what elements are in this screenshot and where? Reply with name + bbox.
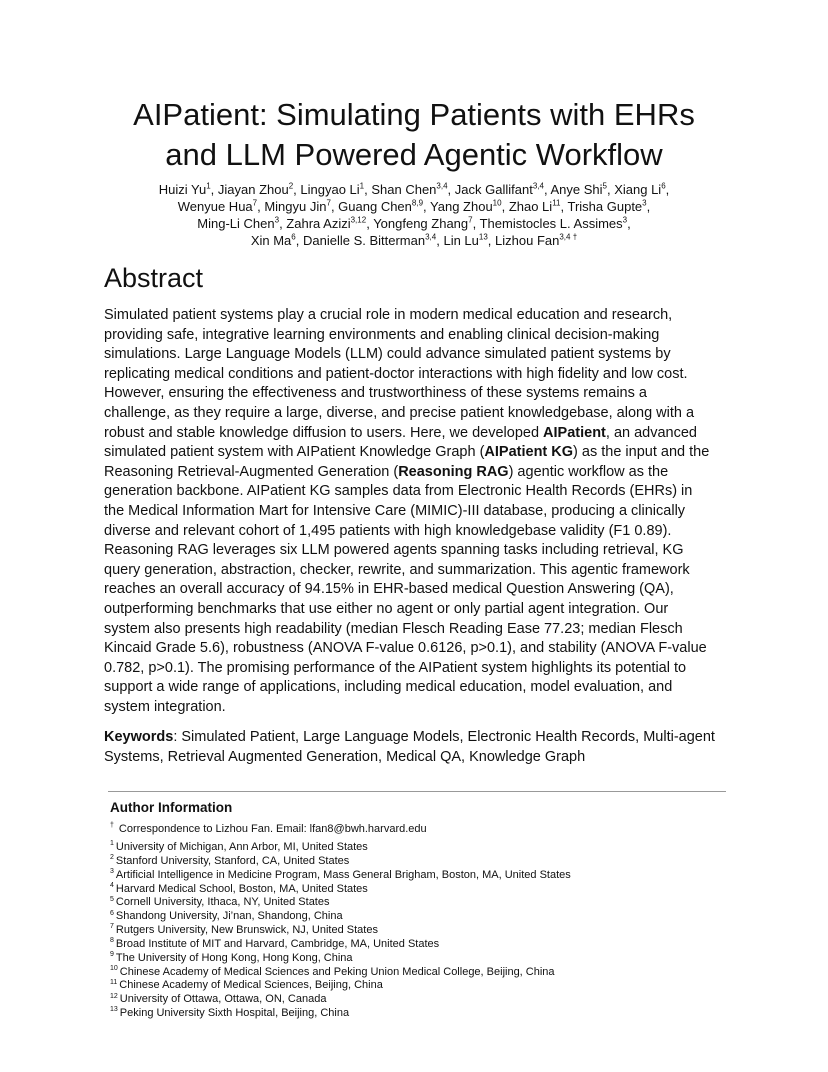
abstract-text: simulations. Large Language Models (LLM) could advance simulated patient systems by xyxy=(104,346,671,363)
abstract-text: ) as the input and the xyxy=(573,444,710,461)
author-name: Wenyue Hua xyxy=(177,199,253,214)
author-name: Mingyu Jin xyxy=(264,199,327,214)
keywords-section xyxy=(104,728,744,767)
affiliation-item xyxy=(110,841,571,855)
author-affiliation-superscript: 3,12 xyxy=(350,215,367,225)
abstract-bold-term: Reasoning RAG xyxy=(398,463,509,480)
affiliation-text: Rutgers University, New Brunswick, NJ, United States xyxy=(115,924,378,937)
abstract-bold-term: AIPatient KG xyxy=(484,444,574,461)
abstract-line xyxy=(104,620,734,640)
author-affiliation-superscript: 3,4 xyxy=(436,181,448,191)
author-name: Huizi Yu xyxy=(158,182,207,197)
abstract-line xyxy=(104,482,734,502)
abstract-line xyxy=(104,326,734,346)
abstract-text: system integration. xyxy=(104,698,226,715)
abstract-heading: Abstract xyxy=(104,263,204,293)
affiliation-number: 5 xyxy=(110,895,114,903)
author-affiliation-superscript: 3,4 † xyxy=(559,232,578,242)
affiliation-text: Cornell University, Ithaca, NY, United States xyxy=(115,896,330,909)
author-affiliation-superscript: 7 xyxy=(252,198,258,208)
abstract-text: providing safe, integrative learning environments and enabling clinical decision-making xyxy=(104,326,660,343)
affiliation-text: Peking University Sixth Hospital, Beijing, China xyxy=(119,1007,350,1020)
author-name: Anye Shi xyxy=(550,182,603,197)
correspondence-note xyxy=(110,822,427,836)
abstract-text: ) agentic workflow as the xyxy=(508,463,669,480)
affiliation-item xyxy=(110,979,571,993)
affiliation-number: 4 xyxy=(110,881,114,889)
abstract-text: Simulated patient systems play a crucial role in modern medical education and research, xyxy=(104,307,673,323)
abstract-line xyxy=(104,698,734,718)
abstract-text: reaches an overall accuracy of 94.15% in EHR-based medical Question Answering (QA), xyxy=(104,581,674,598)
affiliation-item xyxy=(110,993,571,1007)
affiliation-item xyxy=(110,896,571,910)
abstract-line xyxy=(104,404,734,424)
affiliation-number: 3 xyxy=(110,868,114,876)
abstract-body xyxy=(104,306,734,717)
affiliation-item xyxy=(110,952,571,966)
abstract-text: system also presents high readability (median Flesch Reading Ease 77.23; median Flesch xyxy=(104,620,683,637)
author-affiliation-superscript: 1 xyxy=(206,181,211,191)
author-line: Huizi Yu$^1$, Jiayan Zhou$^2$, Lingyao Li$^1$, Shan Chen$^{3,4}$, Jack Gallifant$^{3,4}$, Anye Shi$^5$, Xiang Li$^6$, xyxy=(158,181,670,197)
author-affiliation-superscript: 3,4 xyxy=(532,181,544,191)
abstract-line xyxy=(104,522,734,542)
abstract-text: outperforming benchmarks that use either no agent or only partial agent integration. Our xyxy=(104,600,669,617)
author-name: Yang Zhou xyxy=(430,199,493,214)
author-affiliation-superscript: 1 xyxy=(359,181,365,191)
author-affiliation-superscript: 3 xyxy=(622,215,628,225)
author-affiliation-superscript: 13 xyxy=(478,232,488,242)
affiliation-number: 2 xyxy=(110,854,114,862)
author-name: Lingyao Li xyxy=(300,182,360,197)
keywords-text: : Simulated Patient, Large Language Models, Electronic Health Records, Multi-agent xyxy=(173,729,715,745)
author-information-heading: Author Information xyxy=(110,800,233,815)
abstract-text: query generation, abstraction, checker, rewrite, and summarization. This agentic framework xyxy=(104,561,690,578)
abstract-bold-term: AIPatient xyxy=(543,424,606,441)
affiliation-text: University of Ottawa, Ottawa, ON, Canada xyxy=(119,993,327,1006)
abstract-line xyxy=(104,463,734,483)
author-list xyxy=(70,181,758,249)
abstract-text: , an advanced xyxy=(605,424,697,441)
abstract-text: robust and stable knowledge diffusion to users. Here, we developed xyxy=(104,424,544,441)
author-name: Trisha Gupte xyxy=(567,199,643,214)
affiliation-text: Harvard Medical School, Boston, MA, United States xyxy=(115,882,368,895)
affiliation-item xyxy=(110,910,571,924)
affiliation-text: Shandong University, Ji’nan, Shandong, China xyxy=(115,910,343,923)
affiliation-text: The University of Hong Kong, Hong Kong, China xyxy=(115,951,353,964)
author-name: Lizhou Fan xyxy=(495,233,560,248)
abstract-line xyxy=(104,384,734,404)
affiliation-item xyxy=(110,869,571,883)
abstract-line xyxy=(104,639,734,659)
author-affiliation-superscript: 3 xyxy=(642,198,647,208)
affiliation-list xyxy=(110,841,571,1021)
author-affiliation-superscript: 3,4 xyxy=(425,232,437,242)
abstract-line xyxy=(104,502,734,522)
abstract-text: the Medical Information Mart for Intensive Care (MIMIC)-III database, producing a clinically xyxy=(104,502,686,519)
abstract-line xyxy=(104,424,734,444)
author-name: Lin Lu xyxy=(443,233,479,248)
affiliation-item xyxy=(110,1007,571,1021)
abstract-text: 0.782, p>0.1). The promising performance of the AIPatient system highlights its potential to xyxy=(104,659,687,676)
author-name: Themistocles L. Assimes xyxy=(479,216,623,231)
author-affiliation-superscript: 8,9 xyxy=(411,198,424,208)
author-name: Ming-Li Chen xyxy=(197,216,275,231)
paper-title-line-2: and LLM Powered Agentic Workflow xyxy=(165,137,663,172)
keywords-line-2: Systems, Retrieval Augmented Generation, Medical QA, Knowledge Graph xyxy=(104,748,586,765)
author-line: Wenyue Hua$^7$, Mingyu Jin$^7$, Guang Chen$^{8,9}$, Yang Zhou$^{10}$, Zhao Li$^{11}$, Trisha Gupte$^3$, xyxy=(177,198,651,214)
abstract-line xyxy=(104,600,734,620)
paper-title xyxy=(60,95,768,175)
abstract-line xyxy=(104,580,734,600)
author-name: Guang Chen xyxy=(338,199,412,214)
author-name: Yongfeng Zhang xyxy=(373,216,469,231)
affiliation-text: University of Michigan, Ann Arbor, MI, United States xyxy=(115,841,368,853)
author-affiliation-superscript: 7 xyxy=(326,198,331,208)
abstract-text: challenge, as they require a large, diverse, and precise patient knowledgebase, along with a xyxy=(104,404,695,421)
affiliation-number: 1 xyxy=(110,840,114,848)
affiliation-text: Stanford University, Stanford, CA, United States xyxy=(115,854,350,867)
affiliation-number: 8 xyxy=(110,937,114,945)
author-affiliation-superscript: 6 xyxy=(291,232,296,242)
author-affiliation-superscript: 11 xyxy=(552,198,561,208)
correspondence-text: Correspondence to Lizhou Fan. Email: lfan8@bwh.harvard.edu xyxy=(118,823,427,835)
author-affiliation-superscript: 6 xyxy=(661,181,666,191)
author-line: Xin Ma$^6$, Danielle S. Bitterman$^{3,4}$, Lin Lu$^{13}$, Lizhou Fan$^{3,4 \dagger}$ xyxy=(250,232,578,248)
affiliation-number: 7 xyxy=(110,923,114,931)
affiliation-number: 11 xyxy=(110,978,118,986)
section-divider xyxy=(108,791,726,792)
affiliation-number: 12 xyxy=(110,992,118,1000)
author-affiliation-superscript: 3 xyxy=(274,215,280,225)
abstract-line xyxy=(104,678,734,698)
paper-title-line-1: AIPatient: Simulating Patients with EHRs xyxy=(133,97,695,132)
author-name: Jack Gallifant xyxy=(454,182,533,197)
author-name: Xiang Li xyxy=(614,182,662,197)
affiliation-text: Artificial Intelligence in Medicine Program, Mass General Brigham, Boston, MA, United States xyxy=(115,868,571,881)
abstract-line xyxy=(104,306,734,326)
author-affiliation-superscript: 10 xyxy=(492,198,502,208)
author-line: Ming-Li Chen$^3$, Zahra Azizi$^{3,12}$, Yongfeng Zhang$^7$, Themistocles L. Assimes$^3$, xyxy=(197,215,631,231)
author-affiliation-superscript: 2 xyxy=(288,181,294,191)
affiliation-number: 6 xyxy=(110,909,114,917)
author-name: Shan Chen xyxy=(371,182,437,197)
author-name: Danielle S. Bitterman xyxy=(302,233,426,248)
abstract-line xyxy=(104,365,734,385)
abstract-line xyxy=(104,541,734,561)
abstract-text: simulated patient system with AIPatient Knowledge Graph ( xyxy=(104,444,485,461)
abstract-text: support a wide range of applications, including medical education, model evaluation, and xyxy=(104,679,673,696)
abstract-text: Kincaid Grade 5.6), robustness (ANOVA F-value 0.6126, p>0.1), and stability (ANOVA F-value xyxy=(104,640,707,657)
abstract-line xyxy=(104,659,734,679)
affiliation-number: 10 xyxy=(110,964,118,972)
abstract-text: Reasoning Retrieval-Augmented Generation ( xyxy=(104,463,399,480)
affiliation-number: 13 xyxy=(110,1006,118,1014)
affiliation-number: 9 xyxy=(110,951,114,959)
author-affiliation-superscript: 7 xyxy=(468,215,473,225)
author-affiliation-superscript: 5 xyxy=(602,181,607,191)
keywords-label: Keywords xyxy=(104,729,174,745)
abstract-text: replicating medical conditions and patient-doctor interactions with high fidelity and low cost. xyxy=(104,365,688,382)
author-name: Zahra Azizi xyxy=(286,216,351,231)
abstract-text: However, ensuring the effectiveness and trustworthiness of these systems remains a xyxy=(104,385,647,402)
abstract-line xyxy=(104,443,734,463)
author-name: Jiayan Zhou xyxy=(217,182,289,197)
keywords-line-1 xyxy=(104,728,744,748)
author-name: Xin Ma xyxy=(250,233,292,248)
affiliation-item xyxy=(110,938,571,952)
abstract-text: generation backbone. AIPatient KG samples data from Electronic Health Records (EHRs) in xyxy=(104,483,693,500)
abstract-line xyxy=(104,561,734,581)
abstract-text: diverse and relevant cohort of 1,495 patients with high knowledgebase validity (F1 0.89). xyxy=(104,522,672,539)
affiliation-item xyxy=(110,966,571,980)
abstract-line xyxy=(104,345,734,365)
affiliation-item xyxy=(110,855,571,869)
affiliation-text: Broad Institute of MIT and Harvard, Cambridge, MA, United States xyxy=(115,937,440,950)
affiliation-text: Chinese Academy of Medical Sciences, Beijing, China xyxy=(119,979,383,992)
affiliation-item xyxy=(110,883,571,897)
abstract-text: Reasoning RAG leverages six LLM powered agents spanning tasks including retrieval, KG xyxy=(104,542,684,559)
affiliation-text: Chinese Academy of Medical Sciences and Peking Union Medical College, Beijing, China xyxy=(119,965,555,978)
correspondence-mark: † xyxy=(110,822,114,830)
affiliation-item xyxy=(110,924,571,938)
author-name: Zhao Li xyxy=(508,199,553,214)
